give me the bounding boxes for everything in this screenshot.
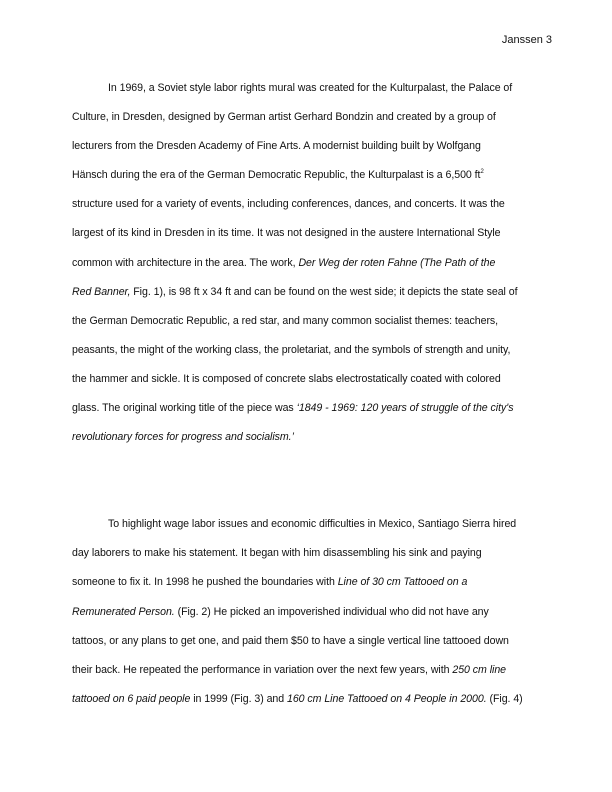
working-title: revolutionary forces for progress and socialism.’ xyxy=(72,431,294,444)
artwork-title: Der Weg der roten Fahne (The Path of the xyxy=(298,256,496,269)
text-line: largest of its kind in Dresden in its time. It was not designed in the austere International Style xyxy=(72,227,501,240)
text-line: their back. He repeated the performance in variation over the next few years, with 250 cm line xyxy=(72,663,506,676)
artwork-title: Remunerated Person. xyxy=(72,605,175,618)
artwork-title: 160 cm Line Tattooed on 4 People in 2000. xyxy=(287,692,487,705)
text-line: To highlight wage labor issues and economic difficulties in Mexico, Santiago Sierra hired xyxy=(108,518,517,531)
artwork-title: tattooed on 6 paid people xyxy=(72,692,191,705)
text-line: the hammer and sickle. It is composed of concrete slabs electrostatically coated with colored xyxy=(72,372,501,385)
text-line: lecturers from the Dresden Academy of Fine Arts. A modernist building built by Wolfgang xyxy=(72,140,481,153)
text-line: Culture, in Dresden, designed by German artist Gerhard Bondzin and created by a group of xyxy=(72,111,496,124)
text-line: day laborers to make his statement. It began with him disassembling his sink and paying xyxy=(72,547,482,560)
text-line: structure used for a variety of events, including conferences, dances, and concerts. It was the xyxy=(72,198,505,211)
text-line: someone to fix it. In 1998 he pushed the boundaries with Line of 30 cm Tattooed on a xyxy=(72,576,468,589)
text-line: Remunerated Person. (Fig. 2) He picked an impoverished individual who did not have any xyxy=(72,605,489,618)
text-line: the German Democratic Republic, a red star, and many common socialist themes: teachers, xyxy=(72,314,499,327)
text-line: tattooed on 6 paid people in 1999 (Fig. 3) and 160 cm Line Tattooed on 4 People in 2000. (Fig. 4) xyxy=(72,692,523,705)
text-line: In 1969, a Soviet style labor rights mural was created for the Kulturpalast, the Palace of xyxy=(108,82,513,94)
text-line: Red Banner, Fig. 1), is 98 ft x 34 ft and can be found on the west side; it depicts the state seal of xyxy=(72,285,518,298)
working-title: ‘1849 - 1969: 120 years of struggle of the city's xyxy=(296,402,514,415)
paragraph-kulturpalast xyxy=(72,74,542,452)
superscript: 2 xyxy=(480,169,484,176)
text-line: Hänsch during the era of the German Democratic Republic, the Kulturpalast is a 6,500 $ft^2$ xyxy=(72,169,484,182)
text-line: glass. The original working title of the piece was ‘1849 - 1969: 120 years of struggle of the city's xyxy=(72,402,514,415)
text-line: peasants, the might of the working class, the proletariat, and the symbols of strength and unity, xyxy=(72,343,511,356)
artwork-title: Red Banner, xyxy=(72,285,131,298)
artwork-title: Line of 30 cm Tattooed on a xyxy=(337,576,468,589)
text-line: tattoos, or any plans to get one, and paid them $50 to have a single vertical line tattooed down xyxy=(72,634,509,647)
artwork-title: 250 cm line xyxy=(452,663,506,676)
text-line xyxy=(72,423,542,452)
document-body xyxy=(72,74,542,714)
text-line: common with architecture in the area. The work, Der Weg der roten Fahne (The Path of the xyxy=(72,256,496,269)
paragraph-sierra xyxy=(72,510,542,714)
running-head: Janssen 3 xyxy=(501,34,552,46)
